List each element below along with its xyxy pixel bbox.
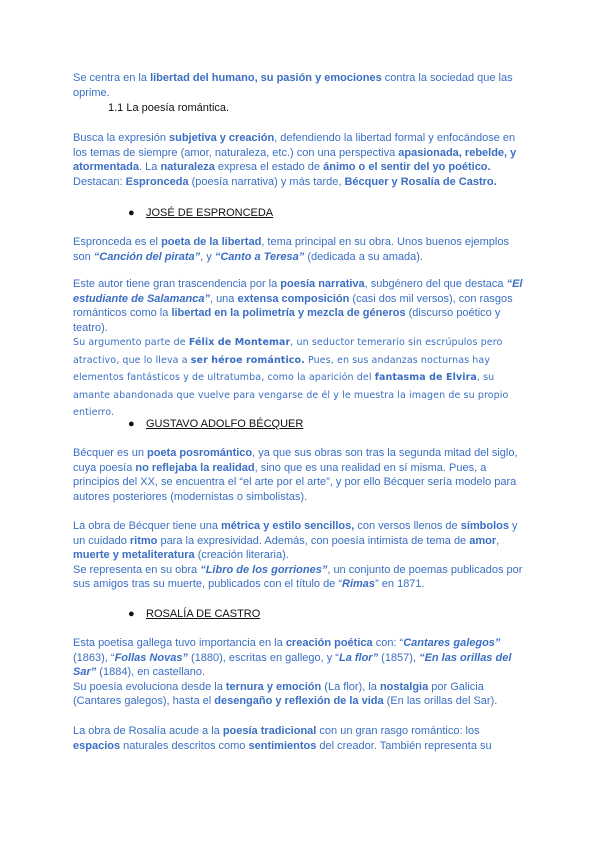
becquer-paragraph-2: La obra de Bécquer tiene una métrica y estilo sencillos, con versos llenos de símbolos y un cuidado ritmo para la expresividad. Además, con poesía intimista de tema de amor, muerte y metaliteratura (creación literaria). Se representa en su obra “Libro de los gorriones”, un conjunto de poemas publicados por sus amigos tras su muerte, publicados con el título de “Rimas” en 1871. — [73, 520, 523, 590]
intro-paragraph — [73, 71, 528, 100]
section-title: 1.1 La poesía romántica. — [108, 102, 230, 114]
bullet-icon: ● — [128, 418, 135, 430]
becquer-paragraph-1: Bécquer es un poeta posromántico, ya que sus obras son tras la segunda mitad del siglo, cuya poesía no reflejaba la realidad, sino que es una realidad en sí misma. Pues, a principios del XX, se encuentra el “el arte por el arte”, y por ello Bécquer sería modelo para autores posteriores (modernistas o simbolistas). — [73, 447, 518, 503]
rosalia-paragraph-2: La obra de Rosalía acude a la poesía tradicional con un gran rasgo romántico: los espacios naturales descritos como sentimientos del creador. También representa su — [73, 725, 492, 752]
heading-rosalia: ● ROSALÍA DE CASTRO — [128, 608, 261, 620]
bullet-icon: ● — [128, 207, 135, 219]
espronceda-paragraph-2: Este autor tiene gran trascendencia por la poesía narrativa, subgénero del que destaca “El estudiante de Salamanca”, una extensa composición (casi dos mil versos), con rasgos románticos como la libertad en la polimetría y mezcla de géneros (discurso poético y teatro). — [73, 278, 523, 334]
romantic-poetry-paragraph: Busca la expresión subjetiva y creación, defendiendo la libertad formal y enfocándose en los temas de siempre (amor, naturaleza, etc.) con una perspectiva apasionada, rebelde, y atormentada. La naturaleza expresa el estado de ánimo o el sentir del yo poético. Destacan: Espronceda (poesía narrativa) y más tarde, Bécquer y Rosalía de Castro. — [73, 132, 517, 188]
emphasis: libertad del humano, su pasión y emociones — [150, 72, 382, 84]
bullet-icon: ● — [128, 608, 135, 620]
heading-espronceda: ● JOSÉ DE ESPRONCEDA — [128, 207, 274, 219]
text: contra la sociedad que las oprime. — [73, 72, 513, 99]
heading-becquer: ● GUSTAVO ADOLFO BÉCQUER — [128, 418, 304, 430]
text: Se centra en la — [73, 72, 151, 84]
espronceda-paragraph-1: Espronceda es el poeta de la libertad, tema principal en su obra. Unos buenos ejemplos son “Canción del pirata”, y “Canto a Teresa” (dedicada a su amada). — [73, 236, 509, 263]
rosalia-paragraph-1: Esta poetisa gallega tuvo importancia en la creación poética con: “Cantares galegos” (1863), “Follas Novas” (1880), escritas en gallego, y “La flor” (1857), “En las orillas del Sar” (1884), en castellano. Su poesía evoluciona desde la ternura y emoción (La flor), la nostalgia por Galicia (Cantares galegos), hasta el desengaño y reflexión de la vida (En las orillas del Sar). — [73, 637, 512, 707]
espronceda-handwritten-note: Su argumento parte de Félix de Montemar, un seductor temerario sin escrúpulos pero atractivo, que lo lleva a ser héroe romántico. Pues, en sus andanzas nocturnas hay elementos fantásticos y de ultratumba, como la aparición del fantasma de Elvira, su amante abandonada que vuelve para vengarse de él y le muestra la imagen de su propio entierro. — [73, 337, 509, 418]
